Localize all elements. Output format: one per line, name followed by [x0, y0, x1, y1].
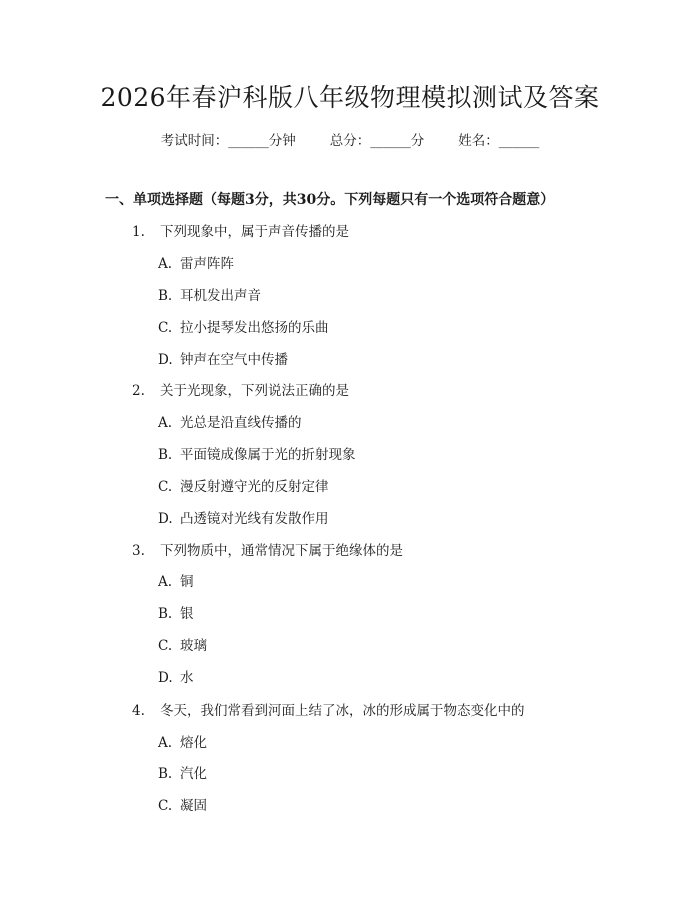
option-2a: A. 光总是沿直线传播的: [158, 415, 302, 431]
option-4a: A. 熔化: [158, 735, 207, 751]
question-4: [132, 701, 525, 721]
exam-info: [0, 131, 700, 151]
option-3c: C. 玻璃: [158, 638, 207, 654]
option-1d: D. 钟声在空气中传播: [158, 352, 288, 368]
option-4c: C. 凝固: [158, 798, 207, 814]
question-text: 冬天，我们常看到河面上结了冰，冰的形成属于物态变化中的: [160, 703, 525, 719]
section-heading: 一、单项选择题（每题3分，共30分。下列每题只有一个选项符合题意）: [105, 192, 555, 208]
question-text: 下列物质中，通常情况下属于绝缘体的是: [160, 543, 403, 559]
exam-time: 考试时间：______分钟: [160, 133, 296, 149]
question-1: [132, 222, 349, 242]
question-3: [132, 541, 403, 561]
question-2: [132, 381, 349, 401]
option-4b: B. 汽化: [158, 766, 207, 782]
total-score: 总分：______分: [329, 133, 425, 149]
option-1b: B. 耳机发出声音: [158, 288, 261, 304]
option-3a: A. 铜: [158, 574, 194, 590]
option-2d: D. 凸透镜对光线有发散作用: [158, 511, 329, 527]
student-name: 姓名：______: [458, 133, 540, 149]
option-3d: D. 水: [158, 670, 194, 686]
question-number: 3.: [132, 543, 145, 559]
page-title: 2026年春沪科版八年级物理模拟测试及答案: [100, 83, 600, 112]
option-1c: C. 拉小提琴发出悠扬的乐曲: [158, 320, 329, 336]
option-3b: B. 银: [158, 606, 194, 622]
question-number: 1.: [132, 224, 145, 240]
question-text: 关于光现象，下列说法正确的是: [160, 383, 349, 399]
question-number: 4.: [132, 703, 145, 719]
option-2b: B. 平面镜成像属于光的折射现象: [158, 447, 356, 463]
question-text: 下列现象中，属于声音传播的是: [160, 224, 349, 240]
option-1a: A. 雷声阵阵: [158, 256, 234, 272]
question-number: 2.: [132, 383, 145, 399]
option-2c: C. 漫反射遵守光的反射定律: [158, 479, 329, 495]
